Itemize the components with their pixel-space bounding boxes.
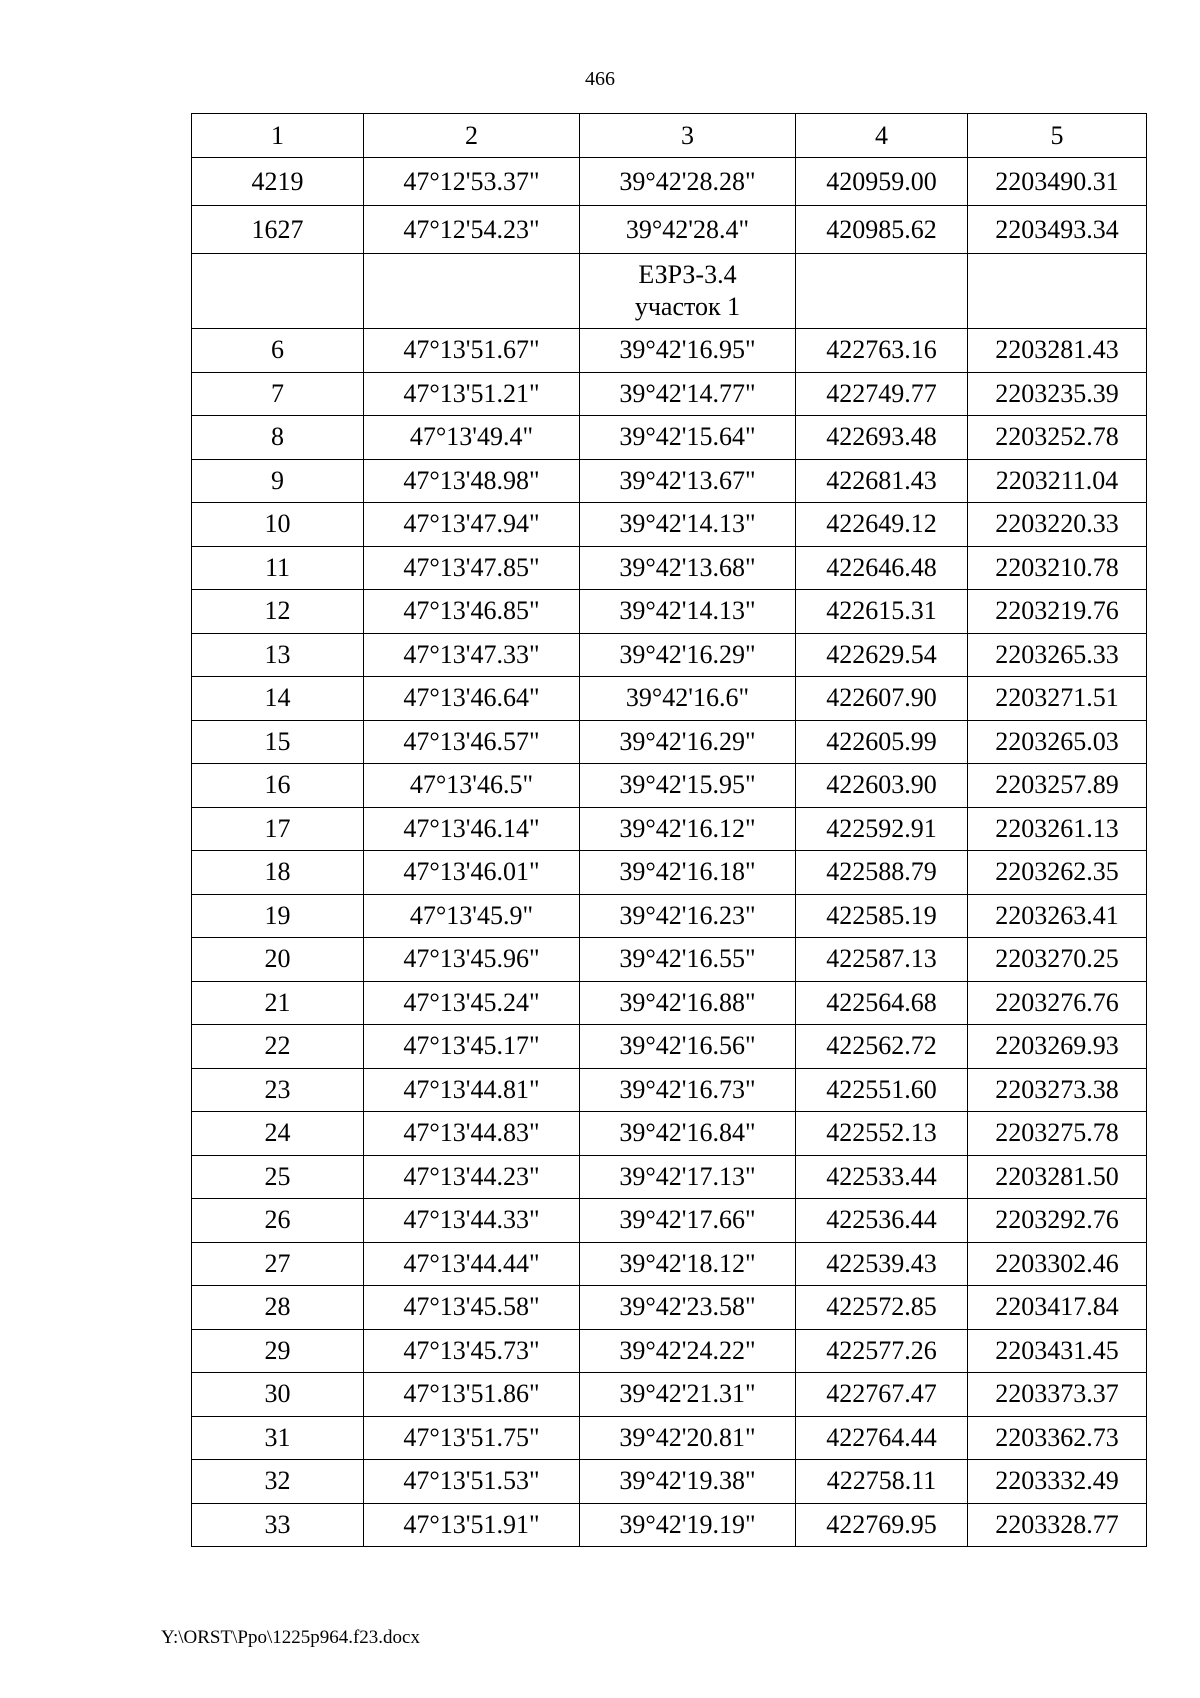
x-coordinate-cell: 422758.11	[796, 1460, 968, 1504]
longitude-cell: 39°42'13.68"	[580, 546, 796, 590]
y-coordinate-cell: 2203362.73	[968, 1416, 1147, 1460]
y-coordinate-cell: 2203276.76	[968, 981, 1147, 1025]
table-header-row	[192, 114, 1147, 158]
longitude-cell: 39°42'17.66"	[580, 1199, 796, 1243]
latitude-cell: 47°13'48.98"	[364, 459, 580, 503]
table-row	[192, 981, 1147, 1025]
point-number-cell: 24	[192, 1112, 364, 1156]
y-coordinate-cell: 2203417.84	[968, 1286, 1147, 1330]
point-number-cell: 28	[192, 1286, 364, 1330]
table-row	[192, 938, 1147, 982]
latitude-cell: 47°13'51.86"	[364, 1373, 580, 1417]
y-coordinate-cell: 2203263.41	[968, 894, 1147, 938]
y-coordinate-cell: 2203273.38	[968, 1068, 1147, 1112]
longitude-cell: 39°42'18.12"	[580, 1242, 796, 1286]
table-row	[192, 206, 1147, 254]
section-zone: ЕЗРЗ-3.4	[638, 260, 737, 289]
point-number-cell: 22	[192, 1025, 364, 1069]
table-row	[192, 416, 1147, 460]
point-number-cell: 13	[192, 633, 364, 677]
point-number-cell: 10	[192, 503, 364, 547]
y-coordinate-cell: 2203257.89	[968, 764, 1147, 808]
longitude-cell: 39°42'16.73"	[580, 1068, 796, 1112]
column-header: 1	[192, 114, 364, 158]
y-coordinate-cell: 2203210.78	[968, 546, 1147, 590]
y-coordinate-cell: 2203265.33	[968, 633, 1147, 677]
longitude-cell: 39°42'16.23"	[580, 894, 796, 938]
longitude-cell: 39°42'16.95"	[580, 329, 796, 373]
table-row	[192, 1373, 1147, 1417]
x-coordinate-cell: 420959.00	[796, 158, 968, 206]
coordinates-table	[191, 113, 1147, 1547]
latitude-cell: 47°13'51.75"	[364, 1416, 580, 1460]
section-plot: участок 1	[634, 292, 741, 321]
x-coordinate-cell: 422539.43	[796, 1242, 968, 1286]
y-coordinate-cell: 2203490.31	[968, 158, 1147, 206]
longitude-cell: 39°42'14.13"	[580, 590, 796, 634]
longitude-cell: 39°42'24.22"	[580, 1329, 796, 1373]
table-row	[192, 851, 1147, 895]
y-coordinate-cell: 2203328.77	[968, 1503, 1147, 1547]
longitude-cell: 39°42'21.31"	[580, 1373, 796, 1417]
y-coordinate-cell: 2203219.76	[968, 590, 1147, 634]
x-coordinate-cell: 422607.90	[796, 677, 968, 721]
empty-cell	[968, 254, 1147, 329]
latitude-cell: 47°13'46.01"	[364, 851, 580, 895]
table-row	[192, 1503, 1147, 1547]
longitude-cell: 39°42'19.19"	[580, 1503, 796, 1547]
y-coordinate-cell: 2203265.03	[968, 720, 1147, 764]
longitude-cell: 39°42'15.95"	[580, 764, 796, 808]
table-row	[192, 1025, 1147, 1069]
table-row	[192, 1068, 1147, 1112]
point-number-cell: 12	[192, 590, 364, 634]
table-row	[192, 590, 1147, 634]
point-number-cell: 14	[192, 677, 364, 721]
point-number-cell: 15	[192, 720, 364, 764]
column-header: 2	[364, 114, 580, 158]
longitude-cell: 39°42'16.29"	[580, 720, 796, 764]
table-row	[192, 807, 1147, 851]
longitude-cell: 39°42'16.55"	[580, 938, 796, 982]
table-row	[192, 1286, 1147, 1330]
point-number-cell: 30	[192, 1373, 364, 1417]
latitude-cell: 47°13'46.57"	[364, 720, 580, 764]
longitude-cell: 39°42'16.84"	[580, 1112, 796, 1156]
y-coordinate-cell: 2203270.25	[968, 938, 1147, 982]
latitude-cell: 47°13'49.4"	[364, 416, 580, 460]
y-coordinate-cell: 2203211.04	[968, 459, 1147, 503]
y-coordinate-cell: 2203261.13	[968, 807, 1147, 851]
point-number-cell: 31	[192, 1416, 364, 1460]
table-row	[192, 158, 1147, 206]
x-coordinate-cell: 422605.99	[796, 720, 968, 764]
x-coordinate-cell: 422552.13	[796, 1112, 968, 1156]
latitude-cell: 47°13'47.94"	[364, 503, 580, 547]
x-coordinate-cell: 422585.19	[796, 894, 968, 938]
latitude-cell: 47°13'46.64"	[364, 677, 580, 721]
y-coordinate-cell: 2203431.45	[968, 1329, 1147, 1373]
y-coordinate-cell: 2203332.49	[968, 1460, 1147, 1504]
latitude-cell: 47°13'46.14"	[364, 807, 580, 851]
table-row	[192, 1460, 1147, 1504]
point-number-cell: 27	[192, 1242, 364, 1286]
latitude-cell: 47°13'45.96"	[364, 938, 580, 982]
x-coordinate-cell: 422749.77	[796, 372, 968, 416]
point-number-cell: 32	[192, 1460, 364, 1504]
table-row	[192, 1155, 1147, 1199]
table-row	[192, 764, 1147, 808]
table-row	[192, 546, 1147, 590]
x-coordinate-cell: 422536.44	[796, 1199, 968, 1243]
point-number-cell: 6	[192, 329, 364, 373]
point-number-cell: 9	[192, 459, 364, 503]
latitude-cell: 47°13'45.9"	[364, 894, 580, 938]
point-number-cell: 7	[192, 372, 364, 416]
x-coordinate-cell: 422587.13	[796, 938, 968, 982]
x-coordinate-cell: 422572.85	[796, 1286, 968, 1330]
longitude-cell: 39°42'16.18"	[580, 851, 796, 895]
latitude-cell: 47°13'51.21"	[364, 372, 580, 416]
latitude-cell: 47°13'46.85"	[364, 590, 580, 634]
latitude-cell: 47°13'44.83"	[364, 1112, 580, 1156]
x-coordinate-cell: 422767.47	[796, 1373, 968, 1417]
longitude-cell: 39°42'16.12"	[580, 807, 796, 851]
table-row	[192, 372, 1147, 416]
x-coordinate-cell: 422603.90	[796, 764, 968, 808]
point-number-cell: 29	[192, 1329, 364, 1373]
empty-cell	[796, 254, 968, 329]
point-number-cell: 19	[192, 894, 364, 938]
y-coordinate-cell: 2203275.78	[968, 1112, 1147, 1156]
point-number-cell: 1627	[192, 206, 364, 254]
x-coordinate-cell: 422562.72	[796, 1025, 968, 1069]
empty-cell	[192, 254, 364, 329]
table-row	[192, 1112, 1147, 1156]
longitude-cell: 39°42'28.28"	[580, 158, 796, 206]
longitude-cell: 39°42'14.77"	[580, 372, 796, 416]
latitude-cell: 47°13'46.5"	[364, 764, 580, 808]
latitude-cell: 47°13'44.23"	[364, 1155, 580, 1199]
column-header: 4	[796, 114, 968, 158]
section-label	[580, 254, 796, 329]
longitude-cell: 39°42'17.13"	[580, 1155, 796, 1199]
latitude-cell: 47°13'47.85"	[364, 546, 580, 590]
longitude-cell: 39°42'23.58"	[580, 1286, 796, 1330]
point-number-cell: 16	[192, 764, 364, 808]
table-row	[192, 677, 1147, 721]
x-coordinate-cell: 422588.79	[796, 851, 968, 895]
point-number-cell: 17	[192, 807, 364, 851]
column-header: 3	[580, 114, 796, 158]
table-row	[192, 1416, 1147, 1460]
point-number-cell: 23	[192, 1068, 364, 1112]
latitude-cell: 47°13'44.81"	[364, 1068, 580, 1112]
section-row	[192, 254, 1147, 329]
longitude-cell: 39°42'28.4"	[580, 206, 796, 254]
x-coordinate-cell: 422592.91	[796, 807, 968, 851]
x-coordinate-cell: 422551.60	[796, 1068, 968, 1112]
latitude-cell: 47°13'51.67"	[364, 329, 580, 373]
table-row	[192, 459, 1147, 503]
x-coordinate-cell: 422533.44	[796, 1155, 968, 1199]
x-coordinate-cell: 422577.26	[796, 1329, 968, 1373]
y-coordinate-cell: 2203252.78	[968, 416, 1147, 460]
point-number-cell: 11	[192, 546, 364, 590]
table-row	[192, 329, 1147, 373]
y-coordinate-cell: 2203262.35	[968, 851, 1147, 895]
longitude-cell: 39°42'19.38"	[580, 1460, 796, 1504]
latitude-cell: 47°13'45.58"	[364, 1286, 580, 1330]
x-coordinate-cell: 422615.31	[796, 590, 968, 634]
empty-cell	[364, 254, 580, 329]
y-coordinate-cell: 2203373.37	[968, 1373, 1147, 1417]
longitude-cell: 39°42'13.67"	[580, 459, 796, 503]
point-number-cell: 20	[192, 938, 364, 982]
x-coordinate-cell: 422681.43	[796, 459, 968, 503]
latitude-cell: 47°13'51.91"	[364, 1503, 580, 1547]
table-row	[192, 503, 1147, 547]
latitude-cell: 47°13'51.53"	[364, 1460, 580, 1504]
y-coordinate-cell: 2203493.34	[968, 206, 1147, 254]
longitude-cell: 39°42'16.88"	[580, 981, 796, 1025]
footer-file-path: Y:\ORST\Ppo\1225p964.f23.docx	[161, 1627, 420, 1648]
table-row	[192, 894, 1147, 938]
latitude-cell: 47°13'44.33"	[364, 1199, 580, 1243]
table-row	[192, 1242, 1147, 1286]
x-coordinate-cell: 420985.62	[796, 206, 968, 254]
y-coordinate-cell: 2203271.51	[968, 677, 1147, 721]
latitude-cell: 47°13'45.73"	[364, 1329, 580, 1373]
x-coordinate-cell: 422564.68	[796, 981, 968, 1025]
x-coordinate-cell: 422763.16	[796, 329, 968, 373]
table-row	[192, 720, 1147, 764]
point-number-cell: 8	[192, 416, 364, 460]
latitude-cell: 47°12'54.23"	[364, 206, 580, 254]
latitude-cell: 47°13'44.44"	[364, 1242, 580, 1286]
longitude-cell: 39°42'16.6"	[580, 677, 796, 721]
point-number-cell: 26	[192, 1199, 364, 1243]
x-coordinate-cell: 422629.54	[796, 633, 968, 677]
point-number-cell: 18	[192, 851, 364, 895]
point-number-cell: 4219	[192, 158, 364, 206]
y-coordinate-cell: 2203292.76	[968, 1199, 1147, 1243]
point-number-cell: 25	[192, 1155, 364, 1199]
longitude-cell: 39°42'16.29"	[580, 633, 796, 677]
table-row	[192, 633, 1147, 677]
latitude-cell: 47°13'47.33"	[364, 633, 580, 677]
y-coordinate-cell: 2203220.33	[968, 503, 1147, 547]
column-header: 5	[968, 114, 1147, 158]
y-coordinate-cell: 2203281.50	[968, 1155, 1147, 1199]
y-coordinate-cell: 2203235.39	[968, 372, 1147, 416]
y-coordinate-cell: 2203302.46	[968, 1242, 1147, 1286]
longitude-cell: 39°42'20.81"	[580, 1416, 796, 1460]
y-coordinate-cell: 2203281.43	[968, 329, 1147, 373]
x-coordinate-cell: 422764.44	[796, 1416, 968, 1460]
x-coordinate-cell: 422693.48	[796, 416, 968, 460]
page-number: 466	[585, 68, 615, 90]
latitude-cell: 47°13'45.17"	[364, 1025, 580, 1069]
y-coordinate-cell: 2203269.93	[968, 1025, 1147, 1069]
latitude-cell: 47°12'53.37"	[364, 158, 580, 206]
longitude-cell: 39°42'15.64"	[580, 416, 796, 460]
x-coordinate-cell: 422646.48	[796, 546, 968, 590]
x-coordinate-cell: 422769.95	[796, 1503, 968, 1547]
latitude-cell: 47°13'45.24"	[364, 981, 580, 1025]
x-coordinate-cell: 422649.12	[796, 503, 968, 547]
longitude-cell: 39°42'16.56"	[580, 1025, 796, 1069]
table-row	[192, 1329, 1147, 1373]
point-number-cell: 21	[192, 981, 364, 1025]
longitude-cell: 39°42'14.13"	[580, 503, 796, 547]
table-body	[192, 114, 1147, 1547]
table-row	[192, 1199, 1147, 1243]
point-number-cell: 33	[192, 1503, 364, 1547]
